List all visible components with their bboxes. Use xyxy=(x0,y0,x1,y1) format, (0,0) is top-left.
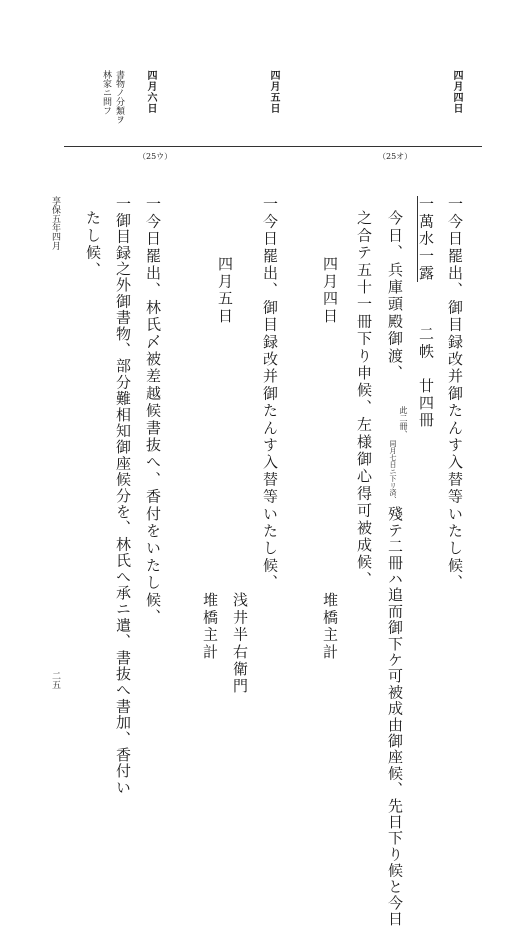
folio-left: （25ウ） xyxy=(138,152,173,161)
entry-title-manzui-ichiro xyxy=(418,196,433,282)
entry-line-1: 一今日罷出、御目録改并御たんす入替等いたし候、 xyxy=(446,196,464,592)
entry-line-8: 一今日罷出、林氏〆被差越候書抜へ、香付をいたし候、 xyxy=(144,196,162,626)
entry-volume-count: 二帙 廿四冊 xyxy=(417,326,435,430)
signature-asai: 浅井半右衛門 xyxy=(231,592,249,696)
closing-date-april-4: 四月四日 xyxy=(321,256,339,325)
side-note-line-1: 書物ノ分類ヲ xyxy=(114,70,124,124)
header-rule xyxy=(64,146,482,147)
entry-line-3-tail: 殘テ二冊ハ追而御下ケ可被成由御座候、先日下り候と今日 xyxy=(386,506,404,927)
entry-line-10: たし候、 xyxy=(84,210,102,279)
date-heading-april-6: 四月六日 xyxy=(145,70,156,114)
book-title: 一萬水一露 xyxy=(417,196,435,282)
entry-line-3-head: 今日、兵庫頭殿御渡、 xyxy=(386,210,404,382)
date-heading-april-4: 四月四日 xyxy=(451,70,462,114)
entry-line-4: 之合テ五十一冊下り申候、左様御心得可被成候、 xyxy=(355,210,373,589)
side-note-line-2: 林家ニ問フ xyxy=(101,70,111,115)
closing-date-april-5: 四月五日 xyxy=(216,256,234,325)
interlinear-note-b: 同月七日ニ下リ済、 xyxy=(389,440,397,503)
interlinear-note-a: 此二冊、 xyxy=(399,406,408,438)
entry-line-6: 一今日罷出、御目録改并御たんす入替等いたし候、 xyxy=(261,196,279,592)
running-era-label: 享保五年四月 xyxy=(50,196,60,250)
entry-line-9: 一御目録之外御書物、部分難相知御座候分を、林氏へ承ニ遣、書抜へ書加、香付い xyxy=(114,196,132,796)
signature-taihashi-2: 堆橋主計 xyxy=(201,592,219,661)
date-heading-april-5: 四月五日 xyxy=(268,70,279,114)
signature-taihashi-1: 堆橋主計 xyxy=(321,592,339,661)
folio-right: （25オ） xyxy=(378,152,413,161)
page-number: 二五 xyxy=(50,671,60,689)
